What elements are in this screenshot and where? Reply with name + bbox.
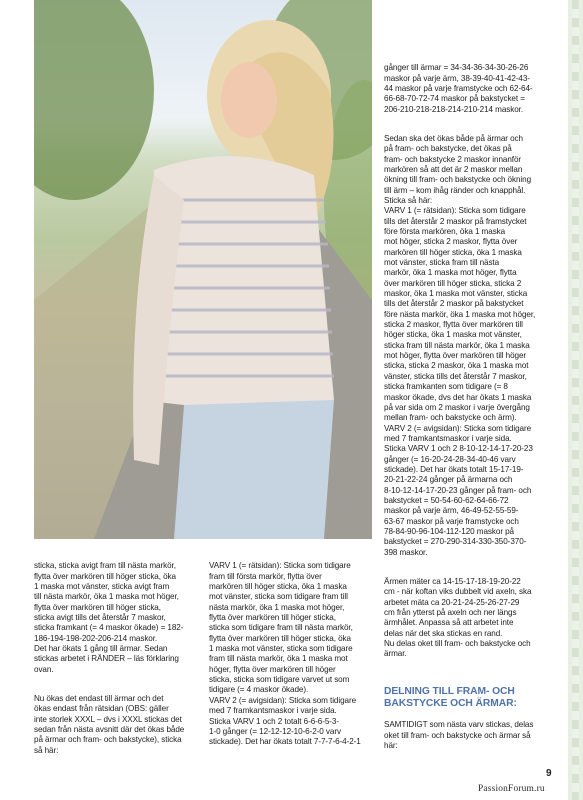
text-column-2 [209, 551, 377, 766]
paragraph: VARV 1 (= rätsidan): Sticka som tidigare fram till första markör, flytta över markören till höger sticka, öka 1 maska mot vänster, sticka som tidigare fram till nästa markör, öka 1 maska mot höger, flytta över markören till höger sticka, sticka som tidigare fram till nästa markör, flytta över markören till höger sticka, öka 1 maska mot vänster, sticka som tidigare fram till nästa markör, öka 1 maska mot höger, flytta över markören till höger sticka, sticka som tidigare varvet ut som tidigare (= 4 maskor ökade). VARV 2 (= avigsidan): Sticka som tidigare med 7 framkantsmaskor i varje sida. Sticka VARV 1 och 2 totalt 6-6-6-5-3- 1-0 gånger (= 12-12-12-10-6-2-0 varv stickade). Det har ökats totalt 7-7-7-6-4-2-1 [209, 561, 361, 747]
page-number: 9 [546, 768, 552, 779]
paragraph: gånger till ärmar = 34-34-36-34-30-26-26 maskor på varje ärm, 38-39-40-41-42-43- 44 maskor på varje framstycke och 62-64- 66-68-70-72-74 maskor på bakstycket = 206-210-218-218-214-210-214 maskor. [384, 63, 533, 114]
photo-illustration [34, 0, 372, 539]
sweater-photo [34, 0, 372, 539]
paragraph: Ärmen mäter ca 14-15-17-18-19-20-22 cm - när koftan viks dubbelt vid axeln, ska arbetet mäta ca 20-21-24-25-26-27-29 cm från ytterst på axeln och ner längs ärmhålet. Anpassa så att arbetet inte delas när det ska stickas en rand. Nu delas oket till fram- och bakstycke och ärmar. [384, 576, 532, 659]
text-column-3 [384, 53, 560, 770]
section-heading: DELNING TILL FRAM- OCH BAKSTYCKE OCH ÄRMAR: [384, 686, 517, 710]
paragraph: SAMTIDIGT som nästa varv stickas, delas oket till fram- och bakstycke och ärmar så här: [384, 720, 534, 751]
paragraph: Sedan ska det ökas både på ärmar och på fram- och bakstycke, det ökas på fram- och bakstycke 2 maskor innanför markören så att det är 2 maskor mellan ökning till fram- och bakstycke och ökning till ärm – kom ihåg ränder och knapphål. Sticka så här: VARV 1 (= rätsidan): Sticka som tidigare tills det återstår 2 maskor på framstycket före första markören, öka 1 maska mot höger, sticka 2 maskor, flytta över markören till höger sticka, öka 1 maska mot vänster, sticka fram till nästa markör, öka 1 maska mot höger, flytta över markören till höger sticka, sticka 2 maskor, öka 1 maska mot vänster, sticka tills det återstår 2 maskor på bakstycket före nästa markör, öka 1 maska mot höger, sticka 2 maskor, flytta över markören till höger sticka, öka 1 maska mot vänster, sticka fram till nästa markör, öka 1 maska mot höger, flytta över markören till höger sticka, sticka 2 maskor, öka 1 maska mot vänster, sticka tills det återstår 7 maskor, sticka framkanten som tidigare (= 8 maskor ökade, dvs det har ökats 1 maska på var sida om 2 maskor i varje övergång mellan fram- och bakstycke och ärm). VARV 2 (= avigsidan): Sticka som tidigare med 7 framkantsmaskor i varje sida. Sticka VARV 1 och 2 8-10-12-14-17-20-23 gånger (= 16-20-24-28-34-40-46 varv stickade). Det har ökats totalt 15-17-19- 20-21-22-24 gånger på ärmarna och 8-10-12-14-17-20-23 gånger på fram- och bakstycket = 50-54-60-62-64-66-72 maskor på varje ärm, 46-49-52-55-59- 63-67 maskor på varje framstycke och 78-84-90-96-104-112-120 maskor på bakstycket = 270-290-314-330-350-370- 398 maskor. [384, 133, 536, 557]
page-edge-decoration [568, 0, 583, 800]
text-column-1 [34, 551, 202, 775]
watermark: PassionForum.ru [478, 784, 545, 794]
paragraph: sticka, sticka avigt fram till nästa markör, flytta över markören till höger sticka, öka 1 maska mot vänster, sticka avigt fram till nästa markör, öka 1 maska mot höger, flytta över markören till höger sticka, sticka avigt tills det återstår 7 maskor, sticka framkant (= 4 maskor ökade) = 182- 186-194-198-202-206-214 maskor. Det har ökats 1 gång till ärmar. Sedan stickas arbetet i RÄNDER – läs förklaring ovan. [34, 561, 184, 674]
paragraph: Nu ökas det endast till ärmar och det ökas endast från rätsidan (OBS: gäller inte storlek XXXL – dvs i XXXL stickas det sedan från nästa avsnitt där det ökas både på ärmar och fram- och bakstycke), sticka så här: [34, 693, 185, 755]
